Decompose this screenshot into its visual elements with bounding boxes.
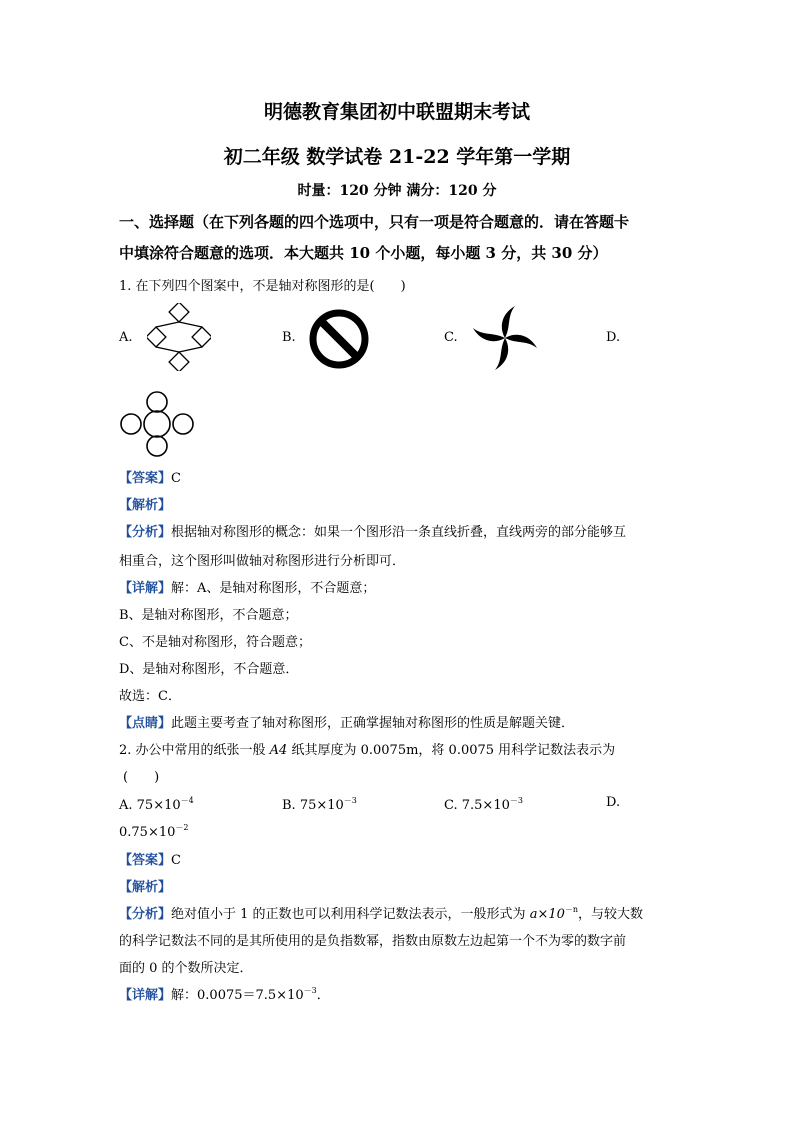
- answer-tag: 【答案】: [119, 853, 172, 868]
- q1-figure-d-circles: [119, 390, 197, 458]
- q2-answer: [119, 849, 181, 868]
- q2-analysis-tag: [119, 876, 171, 895]
- q1-answer: [119, 467, 181, 486]
- q2-option-a-exp: －4: [180, 796, 194, 805]
- q2-option-d: [119, 822, 188, 840]
- q1-figure-b-prohibition-sign: [307, 307, 371, 371]
- q1-detail-line3: C、不是轴对称图形，符合题意；: [119, 635, 311, 650]
- q2-option-c-exp: －3: [509, 796, 523, 805]
- q2-option-b-base: B. 75×10: [282, 798, 344, 813]
- q1-option-c-label: C.: [444, 330, 458, 345]
- q2-fenxi-formula: a×10: [529, 907, 565, 922]
- q2-option-a-base: A. 75×10: [119, 798, 181, 813]
- fenxi-tag: 【分析】: [119, 525, 172, 540]
- answer-tag: 【答案】: [119, 471, 172, 486]
- exam-time-info: 时量：120 分钟 满分：120 分: [297, 183, 497, 199]
- q2-stem-a4: A4: [269, 743, 288, 758]
- q1-comment: [119, 712, 574, 731]
- q1-detail-line1: [119, 577, 375, 596]
- exam-subtitle: 初二年级 数学试卷 21-22 学年第一学期: [223, 146, 571, 168]
- q1-answer-value: C: [171, 471, 181, 486]
- q1-stem: 1. 在下列四个图案中，不是轴对称图形的是( ): [119, 279, 406, 294]
- comment-tag: 【点睛】: [119, 716, 172, 731]
- fenxi-tag: 【分析】: [119, 907, 172, 922]
- q2-fenxi-line1: [119, 903, 643, 922]
- analysis-tag: 【解析】: [119, 880, 172, 895]
- q2-stem: [119, 739, 615, 758]
- q1-analysis-tag: [119, 494, 171, 513]
- q1-detail-line2: B、是轴对称图形，不合题意；: [119, 608, 298, 623]
- q1-option-b-label: B.: [282, 330, 296, 345]
- q2-answer-value: C: [171, 853, 181, 868]
- q1-fenxi-line1: [119, 521, 626, 540]
- q2-fenxi-formula-exp: －n: [564, 905, 579, 914]
- q1-detail-line4: D、是轴对称图形，不合题意．: [119, 662, 299, 677]
- q2-fenxi-text1b: ，与较大数: [578, 907, 644, 922]
- q2-option-b: [282, 795, 357, 813]
- q2-option-a: [119, 795, 194, 813]
- detail-tag: 【详解】: [119, 581, 172, 596]
- q2-option-c: [444, 795, 523, 813]
- q1-fenxi-line2: 相重合，这个图形叫做轴对称图形进行分析即可．: [119, 554, 406, 569]
- q1-option-a-label: A.: [119, 330, 133, 345]
- q2-detail: [119, 984, 330, 1003]
- q1-detail-text1: 解：A、是轴对称图形，不合题意；: [171, 581, 376, 596]
- q2-detail-a: 解：0.0075＝7.5×10: [171, 988, 304, 1003]
- q1-option-d-label: D.: [606, 330, 621, 345]
- q2-option-d-label: D.: [606, 795, 621, 810]
- q1-figure-a-diamond-squares: [147, 303, 211, 371]
- analysis-tag: 【解析】: [119, 498, 172, 513]
- q2-fenxi-text1a: 绝对值小于 1 的正数也可以利用科学记数法表示，一般形式为: [171, 907, 530, 922]
- exam-title: 明德教育集团初中联盟期末考试: [263, 101, 530, 123]
- q2-fenxi-line3: 面的 0 的个数所决定．: [119, 961, 253, 976]
- q2-stem-a: 2. 办公中常用的纸张一般: [119, 743, 270, 758]
- q1-comment-text: 此题主要考查了轴对称图形，正确掌握轴对称图形的性质是解题关键．: [171, 716, 575, 731]
- q2-fenxi-line2: 的科学记数法不同的是其所使用的是负指数幂，指数由原数左边起第一个不为零的数字前: [119, 934, 627, 949]
- q2-option-d-exp: －2: [175, 823, 189, 832]
- detail-tag: 【详解】: [119, 988, 172, 1003]
- q1-choose: 故选：C．: [119, 689, 181, 704]
- q1-fenxi-text1: 根据轴对称图形的概念：如果一个图形沿一条直线折叠，直线两旁的部分能够互: [171, 525, 627, 540]
- q2-option-c-base: C. 7.5×10: [444, 798, 510, 813]
- section-heading-line1: 一、选择题（在下列各题的四个选项中，只有一项是符合题意的．请在答题卡: [119, 213, 630, 231]
- q2-paren: ( ): [123, 770, 160, 785]
- q1-figure-c-pinwheel: [467, 303, 543, 373]
- q2-stem-c: 纸其厚度为 0.0075m，将 0.0075 用科学记数法表示为: [287, 743, 616, 758]
- q2-detail-exp: －3: [303, 986, 317, 995]
- q2-option-d-base: 0.75×10: [119, 825, 176, 840]
- section-heading-line2: 中填涂符合题意的选项．本大题共 10 个小题，每小题 3 分，共 30 分）: [119, 244, 608, 262]
- q2-option-b-exp: －3: [343, 796, 357, 805]
- q2-detail-b: ．: [316, 988, 330, 1003]
